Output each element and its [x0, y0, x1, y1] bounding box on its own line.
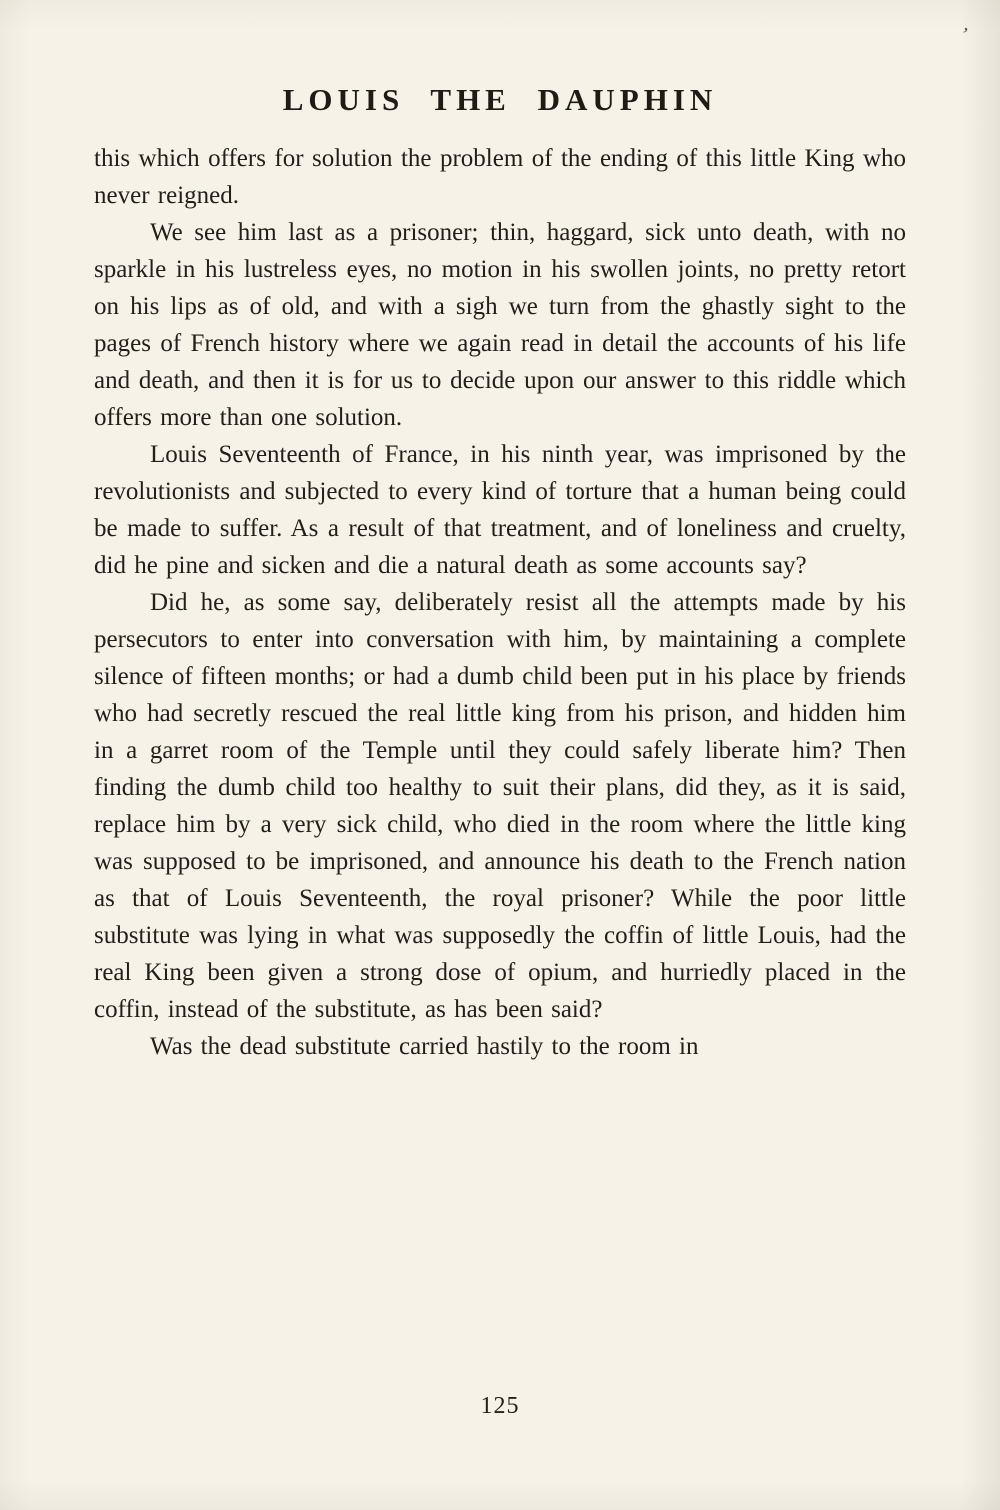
page-number: 125	[480, 1393, 520, 1419]
paragraph-4: Did he, as some say, deliberately resist all the attempts made by his persecutors to enter into conversation with him, by maintaining a complete silence of fifteen months; or had a dumb child been put in his place by friends who had secretly rescued the real little king from his prison, and hidden him in a garret room of the Temple until they could safely liberate him? Then finding the dumb child too healthy to suit their plans, did they, as it is said, replace him by a very sick child, who died in the room where the little king was supposed to be imprisoned, and announce his death to the French nation as that of Louis Seventeenth, the royal prisoner? While the poor little substitute was lying in what was supposedly the coffin of little Louis, had the real King been given a strong dose of opium, and hurriedly placed in the coffin, instead of the substitute, as has been said?	[94, 589, 906, 1023]
paragraph-3: Louis Seventeenth of France, in his ninth year, was imprisoned by the revolutionists and subjected to every kind of torture that a human being could be made to suffer. As a result of that treatment, and of loneliness and cruelty, did he pine and sicken and die a natural death as some accounts say?	[94, 441, 906, 579]
paragraph-5: Was the dead substitute carried hastily to the room in	[150, 1033, 699, 1060]
scan-artifact-mark: ’	[958, 23, 971, 47]
page-title: LOUIS THE DAUPHIN	[282, 82, 718, 117]
paragraph-1: this which offers for solution the problem of the ending of this little King who never reigned.	[94, 145, 906, 209]
paragraph-2: We see him last as a prisoner; thin, haggard, sick unto death, with no sparkle in his lustreless eyes, no motion in his swollen joints, no pretty retort on his lips as of old, and with a sigh we turn from the ghastly sight to the pages of French history where we again read in detail the accounts of his life and death, and then it is for us to decide upon our answer to this riddle which offers more than one solution.	[94, 219, 906, 431]
page-body	[94, 140, 906, 1065]
